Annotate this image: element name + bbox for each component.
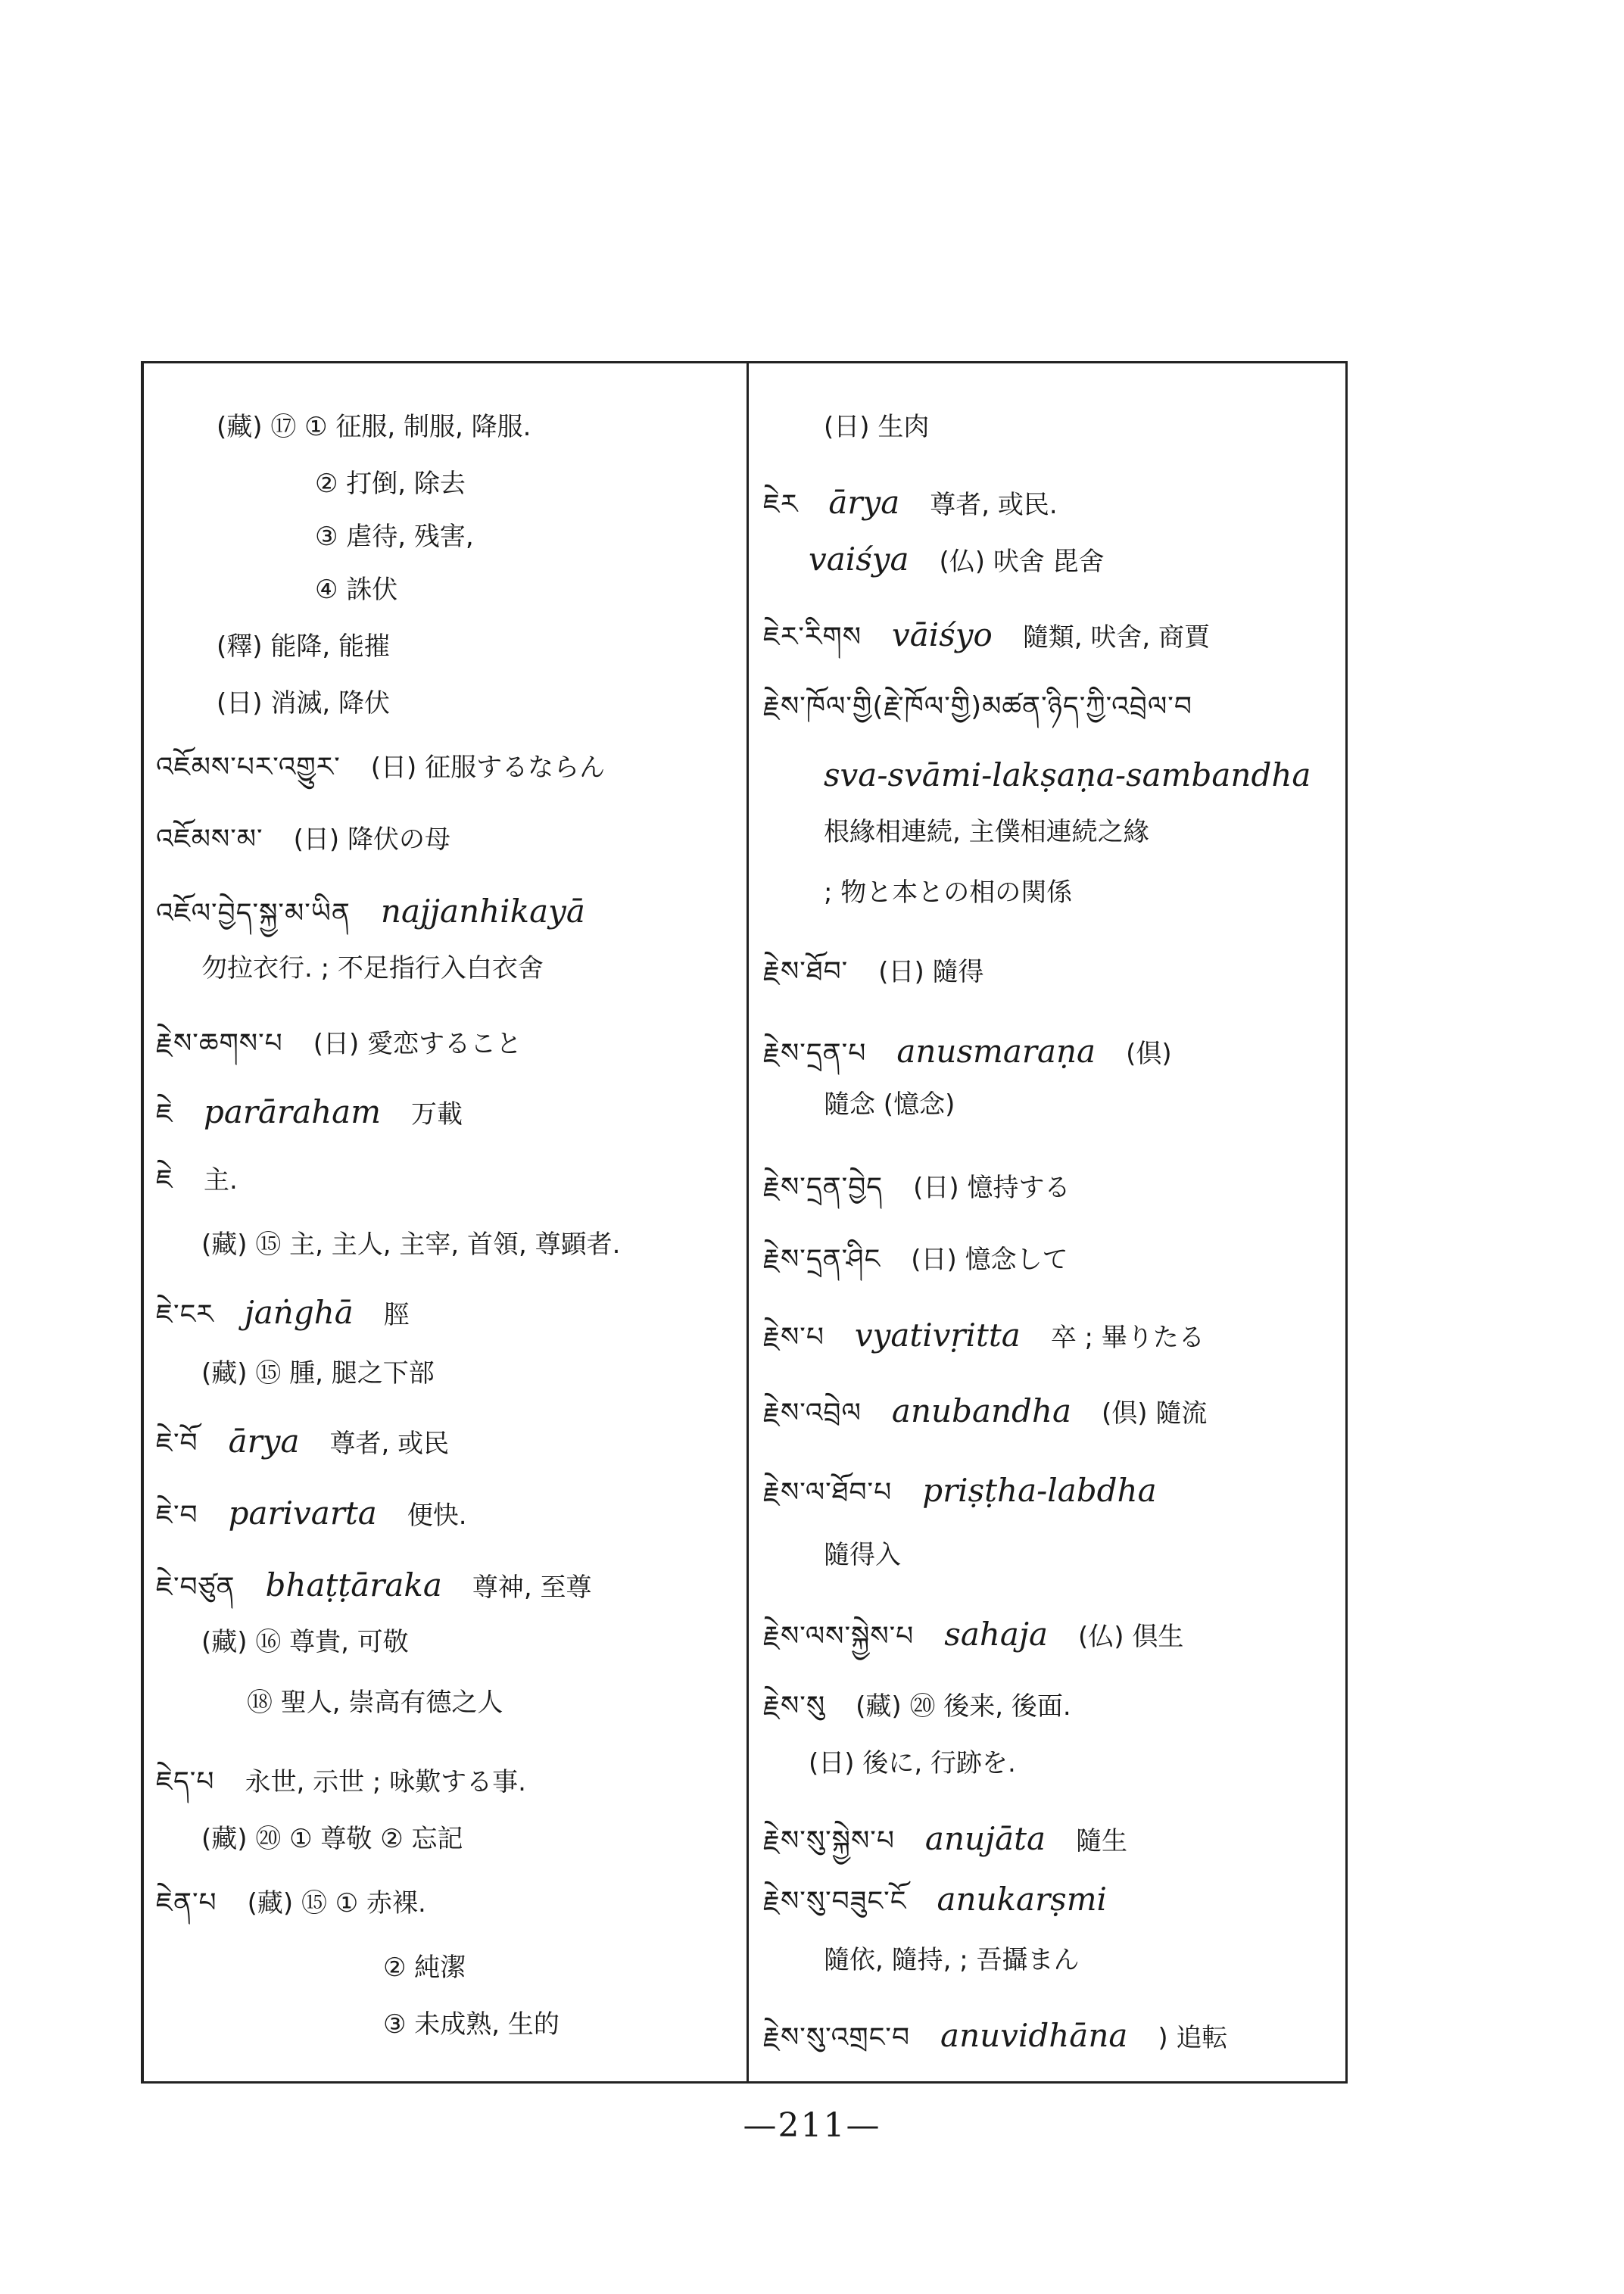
tibetan-term: ཇེ: [156, 1164, 173, 1195]
dictionary-entry: [156, 1094, 493, 1133]
tibetan-term: རྗེས་ཐོབ་: [763, 956, 849, 987]
tibetan-term: རྗེས་ཁོལ་གྱི(རྗེ་ཁོལ་གྱི)མཚན་ཉིད་ཀྱི་འབྲེལ་བ: [763, 691, 1192, 722]
gloss-text: (倶) 隨流: [1102, 1398, 1208, 1429]
dictionary-entry: [156, 1567, 622, 1606]
tibetan-term: འཇོམས་མ་: [156, 824, 263, 855]
tibetan-term: རྗེས་སུ་བཟུང་ངོ: [763, 1886, 907, 1917]
dictionary-entry: [824, 1942, 1110, 1978]
dictionary-entry: [217, 409, 561, 445]
dictionary-entry: [315, 519, 504, 555]
dictionary-entry: [763, 1170, 1101, 1206]
tibetan-term: རྗེས་སུ་འགྲང་བ: [763, 2022, 911, 2053]
dictionary-entry: [763, 1616, 1214, 1655]
gloss-text: ③ 未成熟, 生的: [383, 2009, 560, 2040]
gloss-text: (藏) ⑯ 尊貴, 可敬: [201, 1627, 409, 1657]
tibetan-term: རྗེས་སུ་སྐྱེས་པ: [763, 1825, 895, 1856]
tibetan-term: ཇེ་བ: [156, 1500, 198, 1531]
column-divider: [747, 361, 749, 2084]
gloss-text: 隨類, 吠舍, 商賈: [1022, 622, 1211, 653]
gloss-text: (仏) 吠舍 毘舍: [939, 547, 1105, 577]
dictionary-entry: [763, 1033, 1202, 1072]
tibetan-term: རྗེས་དྲན་བྱེད: [763, 1172, 884, 1203]
gloss-text: (釋) 能降, 能摧: [217, 631, 390, 662]
gloss-text: ② 打倒, 除去: [315, 469, 466, 499]
gloss-text: 主.: [203, 1165, 238, 1195]
dictionary-entry: [824, 757, 1341, 796]
tibetan-term: ཇེད་པ: [156, 1766, 215, 1797]
dictionary-entry: [201, 950, 574, 986]
dictionary-entry: [809, 1745, 1046, 1781]
gloss-text: (日) 憶念して: [911, 1245, 1068, 1275]
gloss-text: ; 物と本との相の関係: [824, 877, 1073, 908]
gloss-text: (日) 憶持する: [913, 1173, 1071, 1203]
sanskrit-term: anuvidhāna: [940, 2017, 1128, 2054]
gloss-text: (藏) ⑮ ① 赤裸.: [247, 1888, 426, 1918]
dictionary-entry: [763, 1242, 1099, 1278]
dictionary-entry: [763, 1473, 1187, 1511]
dictionary-entry: [315, 572, 428, 608]
page-number: —211—: [743, 2106, 881, 2145]
gloss-text: (藏) ⑮ 主, 主人, 主宰, 首領, 尊顕者.: [201, 1230, 621, 1260]
dictionary-entry: [809, 541, 1135, 580]
sanskrit-term: priṣṭha-labdha: [922, 1472, 1157, 1509]
gloss-text: (藏) ⑮ 腫, 腿之下部: [201, 1358, 435, 1389]
gloss-text: 隨依, 隨持, ; 吾攝まん: [824, 1945, 1080, 1975]
gloss-text: 勿拉衣行. ; 不足指行入白衣舍: [201, 953, 544, 983]
dictionary-entry: [217, 628, 420, 665]
dictionary-entry: [247, 1685, 533, 1721]
dictionary-entry: [824, 814, 1180, 850]
tibetan-term: རྗེས་ལས་སྐྱེས་པ: [763, 1621, 915, 1652]
dictionary-entry: [156, 1162, 268, 1198]
dictionary-entry: [763, 1821, 1158, 1859]
gloss-text: (日) 愛恋すること: [313, 1029, 522, 1059]
gloss-text: ② 純潔: [383, 1953, 466, 1983]
dictionary-entry: [217, 685, 420, 722]
tibetan-term: ཇེ: [156, 1099, 173, 1130]
gloss-text: 脛: [383, 1300, 410, 1330]
dictionary-entry: [156, 1495, 497, 1534]
dictionary-entry: [763, 1881, 1137, 1920]
dictionary-entry: [156, 750, 635, 786]
tibetan-term: ཇེ་བཙུན: [156, 1572, 235, 1603]
dictionary-entry: [763, 689, 1223, 725]
dictionary-entry: [763, 2018, 1258, 2056]
sanskrit-term: anujāta: [924, 1820, 1046, 1857]
gloss-text: 永世, 示世 ; 咏歎する事.: [245, 1767, 526, 1797]
gloss-text: 隨念 (憶念): [824, 1089, 955, 1120]
dictionary-entry: [824, 1537, 931, 1573]
dictionary-entry: [824, 874, 1102, 911]
gloss-text: (倶): [1126, 1039, 1172, 1069]
tibetan-term: རྗེས་དྲན་ཤིང: [763, 1244, 881, 1275]
gloss-text: 隨生: [1076, 1826, 1128, 1856]
dictionary-entry: [156, 893, 616, 932]
gloss-text: (日) 後に, 行跡を.: [809, 1748, 1016, 1778]
sanskrit-term: vaiśya: [809, 541, 909, 578]
tibetan-term: འཇོལ་བྱེད་སྐྱ་མ་ཡིན: [156, 898, 351, 929]
sanskrit-term: sva-svāmi-lakṣaṇa-sambandha: [824, 756, 1311, 793]
dictionary-entry: [156, 821, 481, 858]
tibetan-term: རྗེས་ཆགས་པ: [156, 1028, 283, 1059]
gloss-text: 尊神, 至尊: [472, 1572, 592, 1603]
gloss-text: (日) 降伏の母: [293, 824, 450, 855]
sanskrit-term: najjanhikayā: [380, 893, 585, 930]
sanskrit-term: anubandha: [891, 1392, 1072, 1429]
dictionary-entry: [315, 466, 496, 502]
dictionary-entry: [201, 1624, 439, 1660]
sanskrit-term: sahaja: [944, 1616, 1049, 1653]
gloss-text: (藏) ⑳ 後来, 後面.: [856, 1691, 1071, 1722]
gloss-text: (日) 隨得: [878, 957, 984, 987]
gloss-text: ⑱ 聖人, 崇高有德之人: [247, 1688, 503, 1718]
dictionary-entry: [156, 1295, 440, 1333]
gloss-text: 万載: [411, 1099, 463, 1130]
tibetan-term: རྗེས་ལ་ཐོབ་པ: [763, 1477, 893, 1508]
dictionary-entry: [763, 1688, 1102, 1725]
sanskrit-term: vyativṛitta: [854, 1317, 1021, 1354]
tibetan-term: རྗེས་འབྲེལ: [763, 1398, 862, 1429]
gloss-text: 隨得入: [824, 1540, 901, 1570]
tibetan-term: ཇེ་བོ: [156, 1428, 198, 1459]
gloss-text: (仏) 倶生: [1078, 1622, 1184, 1652]
sanskrit-term: jaṅghā: [244, 1294, 354, 1331]
tibetan-term: འཇོམས་པར་འགྱུར་: [156, 752, 341, 783]
dictionary-entry: [156, 1423, 479, 1462]
tibetan-term: ཇེན་པ: [156, 1887, 217, 1918]
sanskrit-term: ārya: [828, 484, 900, 521]
dictionary-entry: [763, 954, 1015, 990]
dictionary-entry: [156, 1026, 552, 1062]
sanskrit-term: vāiśyo: [892, 616, 993, 653]
dictionary-entry: [201, 1226, 650, 1263]
dictionary-entry: [824, 1086, 985, 1123]
dictionary-entry: [824, 409, 959, 445]
dictionary-entry: [156, 1885, 457, 1922]
dictionary-entry: [763, 1317, 1235, 1356]
gloss-text: (日) 征服するならん: [370, 753, 606, 783]
gloss-text: (藏) ⑳ ① 尊敬 ② 忘記: [201, 1824, 463, 1854]
sanskrit-term: bhaṭṭāraka: [265, 1566, 442, 1604]
gloss-text: (藏) ⑰ ① 征服, 制服, 降服.: [217, 412, 531, 442]
dictionary-entry: [763, 617, 1240, 656]
gloss-text: 卒 ; 畢りたる: [1050, 1323, 1205, 1353]
tibetan-term: ཇེར: [763, 489, 799, 520]
sanskrit-term: parivarta: [228, 1495, 377, 1532]
gloss-text: 尊者, 或民.: [930, 490, 1058, 520]
gloss-text: ③ 虐待, 残害,: [315, 522, 474, 552]
gloss-text: (日) 生肉: [824, 412, 930, 442]
tibetan-term: ཇེར་རིགས: [763, 622, 862, 653]
gloss-text: 便快.: [407, 1501, 467, 1531]
gloss-text: ④ 誅伏: [315, 575, 398, 605]
tibetan-term: ཇེ་ངར: [156, 1299, 214, 1330]
dictionary-entry: [763, 485, 1088, 523]
dictionary-entry: [383, 2006, 590, 2043]
dictionary-entry: [383, 1950, 496, 1986]
dictionary-entry: [201, 1355, 465, 1392]
sanskrit-term: anusmaraṇa: [896, 1033, 1096, 1070]
sanskrit-term: anukarṣmi: [937, 1881, 1107, 1918]
gloss-text: 尊者, 或民: [329, 1429, 450, 1459]
sanskrit-term: parāraham: [203, 1093, 382, 1130]
dictionary-entry: [201, 1821, 494, 1857]
gloss-text: (日) 消滅, 降伏: [217, 688, 390, 718]
sanskrit-term: ārya: [228, 1423, 300, 1460]
tibetan-term: རྗེས་དྲན་པ: [763, 1038, 867, 1069]
gloss-text: 根緣相連続, 主僕相連続之緣: [824, 817, 1149, 847]
gloss-text: ) 追転: [1158, 2023, 1228, 2053]
dictionary-entry: [763, 1393, 1237, 1432]
tibetan-term: རྗེས་པ: [763, 1322, 824, 1353]
tibetan-term: རྗེས་སུ: [763, 1691, 826, 1722]
dictionary-entry: [156, 1764, 556, 1800]
